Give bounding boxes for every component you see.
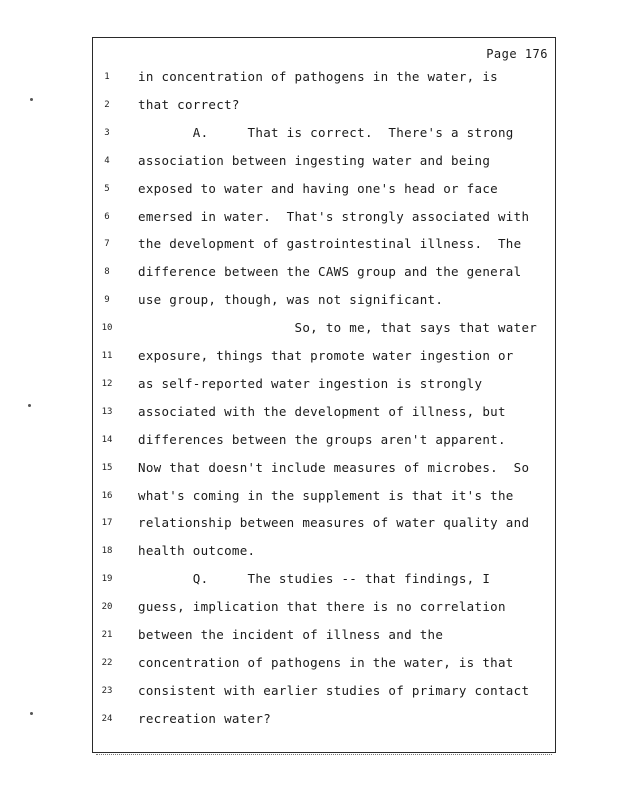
- line-number: 8: [104, 267, 110, 278]
- transcript-line: [0, 655, 618, 675]
- line-number: 22: [101, 657, 113, 668]
- line-number: 7: [104, 239, 110, 250]
- transcript-line: [0, 236, 618, 256]
- transcript-line: [0, 209, 618, 229]
- transcript-line: [0, 711, 618, 731]
- line-text: in concentration of pathogens in the water, is: [138, 69, 498, 84]
- transcript-line: [0, 543, 618, 563]
- line-text: concentration of pathogens in the water, is that: [138, 654, 514, 670]
- transcript-line: [0, 488, 618, 508]
- line-text: Q. The studies -- that findings, I: [138, 571, 491, 587]
- line-text: A. That is correct. There's a strong: [138, 124, 514, 140]
- line-text: associated with the development of illness, but: [138, 403, 506, 419]
- transcript-line: [0, 348, 618, 368]
- scan-speck: [30, 712, 33, 715]
- line-number: 5: [104, 183, 110, 194]
- line-text: health outcome.: [138, 543, 256, 559]
- line-text: between the incident of illness and the: [138, 627, 444, 642]
- line-number: 14: [101, 434, 113, 445]
- line-text: association between ingesting water and being: [138, 152, 491, 168]
- line-number: 23: [101, 685, 113, 696]
- scan-speck: [30, 98, 33, 101]
- line-number: 12: [101, 378, 113, 389]
- line-text: exposure, things that promote water ingestion or: [138, 348, 514, 363]
- transcript-line: [0, 515, 618, 535]
- line-number: 16: [101, 490, 113, 501]
- transcript-line: [0, 320, 618, 340]
- line-number: 4: [104, 155, 110, 166]
- line-text: recreation water?: [138, 710, 272, 726]
- transcript-line: [0, 432, 618, 452]
- transcript-line: [0, 264, 618, 284]
- transcript-line: [0, 460, 618, 480]
- line-text: difference between the CAWS group and the general: [138, 264, 522, 280]
- line-number: 11: [101, 351, 113, 361]
- line-text: the development of gastrointestinal illness. The: [138, 236, 522, 252]
- line-text: relationship between measures of water quality and: [138, 515, 530, 531]
- line-text: guess, implication that there is no correlation: [138, 599, 506, 615]
- line-text: emersed in water. That's strongly associated with: [138, 208, 530, 224]
- line-number: 3: [104, 127, 110, 138]
- scan-speck: [28, 404, 31, 407]
- line-number: 6: [104, 211, 110, 222]
- transcript-line: [0, 627, 618, 647]
- line-text: that correct?: [138, 96, 240, 112]
- transcript-line: [0, 599, 618, 619]
- line-text: as self-reported water ingestion is strongly: [138, 375, 483, 391]
- transcript-line: [0, 153, 618, 173]
- line-number: 9: [104, 295, 110, 306]
- page-number: Page 176: [486, 47, 548, 61]
- line-text: what's coming in the supplement is that it's the: [138, 487, 514, 503]
- line-text: use group, though, was not significant.: [138, 292, 444, 308]
- line-number: 19: [101, 574, 113, 585]
- transcript-line: [0, 571, 618, 591]
- transcript-line: [0, 181, 618, 201]
- line-number: 1: [104, 72, 110, 82]
- transcript-line: [0, 97, 618, 117]
- transcript-line: [0, 376, 618, 396]
- transcript-line: [0, 69, 618, 89]
- line-text: differences between the groups aren't apparent.: [138, 431, 506, 447]
- transcript-line: [0, 125, 618, 145]
- line-number: 10: [101, 323, 113, 334]
- line-text: exposed to water and having one's head or face: [138, 180, 498, 196]
- line-number: 2: [104, 99, 110, 110]
- line-number: 15: [101, 462, 113, 473]
- line-text: So, to me, that says that water: [138, 320, 538, 336]
- line-text: consistent with earlier studies of primary contact: [138, 682, 530, 698]
- line-number: 13: [101, 406, 113, 417]
- transcript-line: [0, 683, 618, 703]
- line-text: Now that doesn't include measures of microbes. So: [138, 459, 530, 475]
- line-number: 20: [101, 602, 113, 613]
- line-number: 17: [101, 518, 113, 529]
- transcript-line: [0, 292, 618, 312]
- line-number: 18: [101, 546, 113, 557]
- bottom-rule: [96, 754, 552, 755]
- line-number: 24: [101, 713, 113, 724]
- transcript-line: [0, 404, 618, 424]
- line-number: 21: [101, 630, 113, 640]
